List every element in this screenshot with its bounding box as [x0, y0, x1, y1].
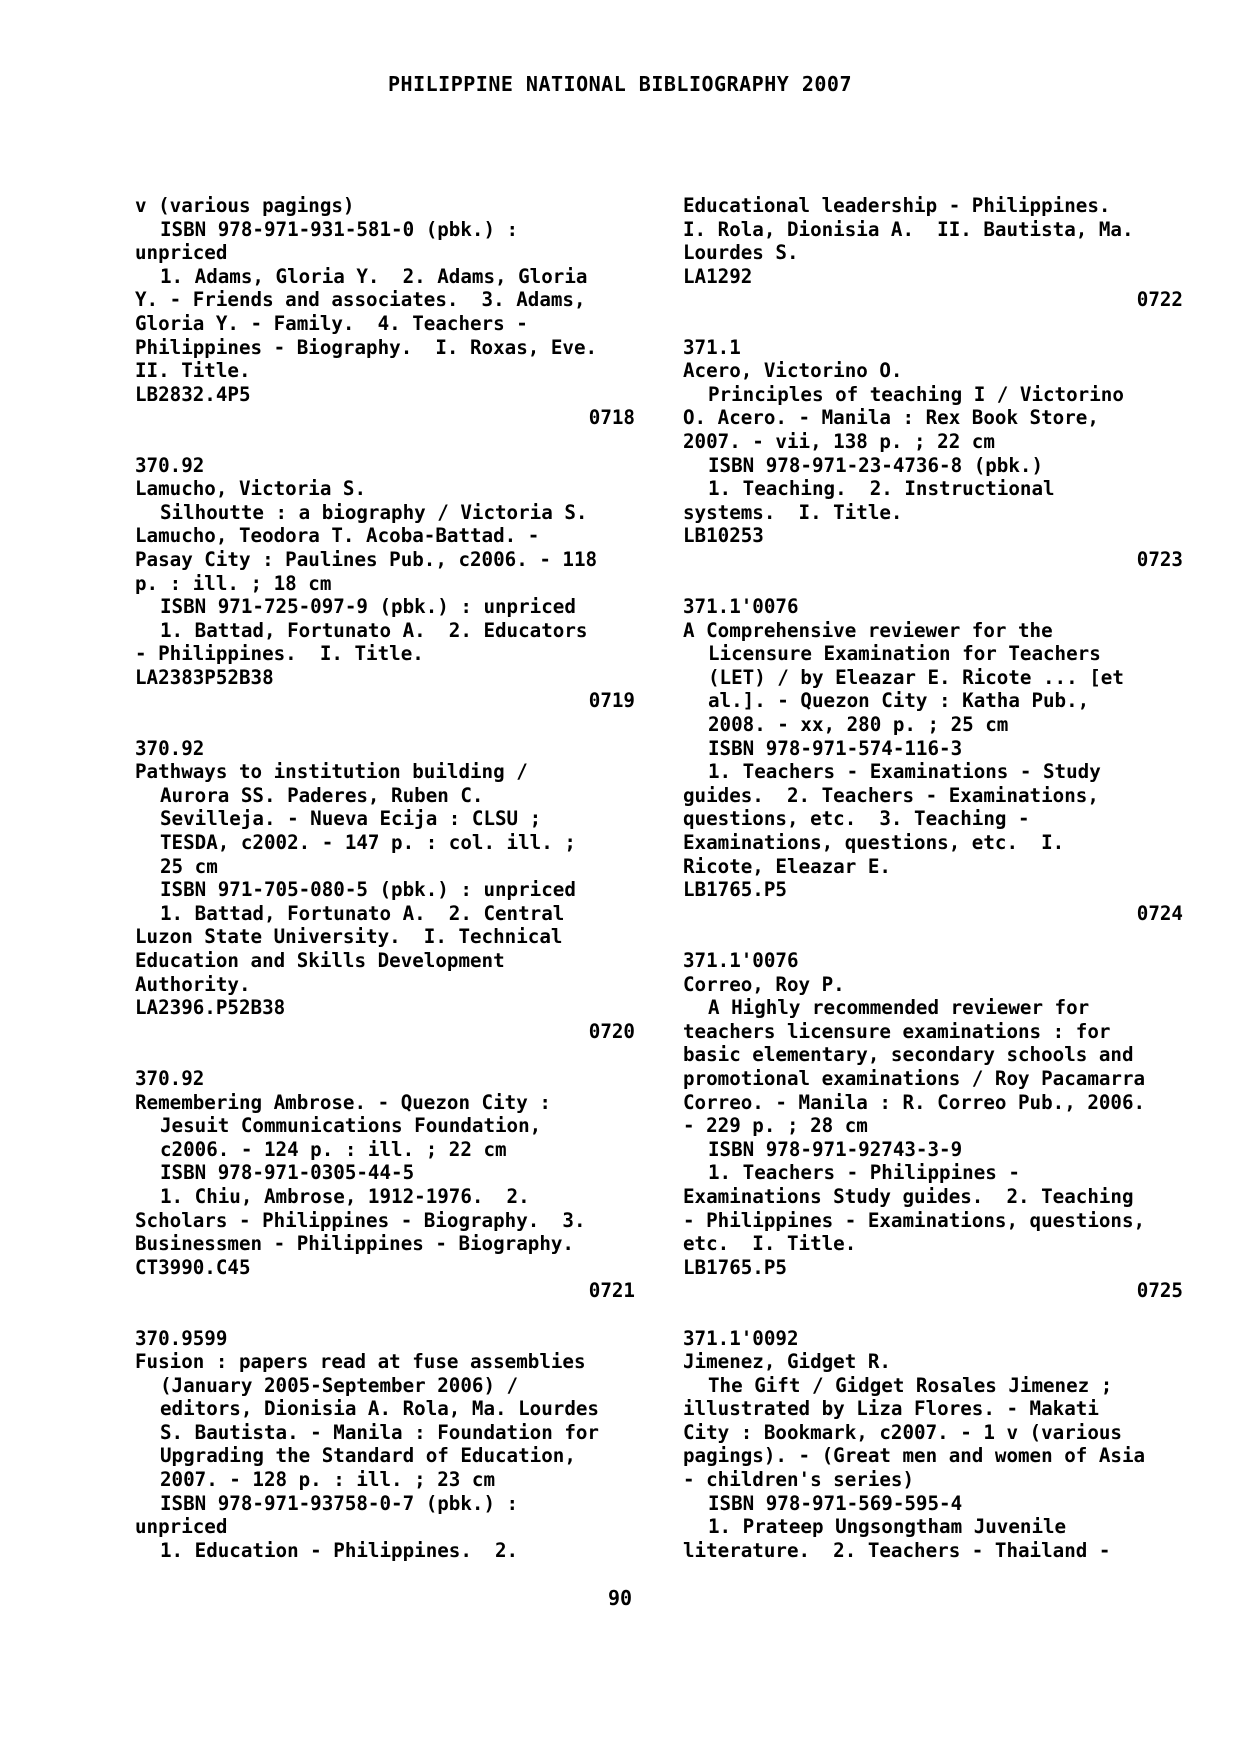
entry-line: 371.1: [683, 335, 741, 359]
entry-line: pagings). - (Great men and women of Asia: [683, 1444, 1146, 1468]
entry-number: 0723: [1136, 547, 1183, 571]
entry-line: ISBN 971-725-097-9 (pbk.) : unpriced: [160, 595, 576, 619]
entry-line: LA2396.P52B38: [135, 996, 286, 1020]
entry-line: 1. Teachers - Philippines -: [708, 1161, 1020, 1185]
page-header: PHILIPPINE NATIONAL BIBLIOGRAPHY 2007: [387, 72, 853, 96]
entry-line: Scholars - Philippines - Biography. 3.: [135, 1208, 586, 1232]
entry-line: A Comprehensive reviewer for the: [683, 618, 1053, 642]
entry-line: Fusion : papers read at fuse assemblies: [135, 1350, 586, 1374]
entry-line: Y. - Friends and associates. 3. Adams,: [135, 288, 586, 312]
entry-line: c2006. - 124 p. : ill. ; 22 cm: [160, 1137, 507, 1161]
entry-line: Pathways to institution building /: [135, 760, 528, 784]
entry-line: 25 cm: [160, 854, 218, 878]
entry-line: O. Acero. - Manila : Rex Book Store,: [683, 406, 1099, 430]
entry-line: 370.92: [135, 1066, 205, 1090]
right-column: [683, 194, 1183, 1562]
entry-line: Gloria Y. - Family. 4. Teachers -: [135, 311, 528, 335]
entry-line: ISBN 978-971-931-581-0 (pbk.) :: [160, 217, 519, 241]
entry-line: Examinations Study guides. 2. Teaching: [683, 1184, 1134, 1208]
entry-line: Jesuit Communications Foundation,: [160, 1114, 542, 1138]
entry-line: Lourdes S.: [683, 241, 799, 265]
entry-spacer: [135, 430, 635, 454]
entry-line: Principles of teaching I / Victorino: [708, 382, 1124, 406]
entry-line: Lamucho, Victoria S.: [135, 477, 367, 501]
entry-line: 2007. - vii, 138 p. ; 22 cm: [683, 429, 995, 453]
entry-spacer: [683, 1303, 1183, 1327]
entry-line: promotional examinations / Roy Pacamarra: [683, 1066, 1146, 1090]
entry-line: Ricote, Eleazar E.: [683, 854, 891, 878]
entry-line: (January 2005-September 2006) /: [160, 1373, 519, 1397]
entry-line: teachers licensure examinations : for: [683, 1019, 1111, 1043]
entry-line: ISBN 978-971-23-4736-8 (pbk.): [708, 453, 1044, 477]
entry-number: 0719: [588, 689, 635, 713]
entry-line: LA1292: [683, 264, 753, 288]
entry-line: Silhoutte : a biography / Victoria S.: [160, 500, 588, 524]
entry-line: LB10253: [683, 524, 764, 548]
entry-line: LA2383P52B38: [135, 665, 274, 689]
entry-line: 1. Teachers - Examinations - Study: [708, 760, 1101, 784]
entry-line: Education and Skills Development: [135, 949, 505, 972]
entry-line: Upgrading the Standard of Education,: [160, 1444, 576, 1468]
entry-number: 0724: [1136, 901, 1183, 925]
entry-spacer: [683, 925, 1183, 949]
entry-line: II. Title.: [135, 359, 251, 383]
entry-line: 1. Adams, Gloria Y. 2. Adams, Gloria: [160, 264, 588, 288]
entry-line: Correo, Roy P.: [683, 972, 845, 996]
entry-line: 1. Education - Philippines. 2.: [160, 1538, 519, 1562]
entry-line: guides. 2. Teachers - Examinations,: [683, 783, 1099, 807]
entry-number: 0721: [588, 1279, 635, 1303]
entry-line: Correo. - Manila : R. Correo Pub., 2006.: [683, 1090, 1146, 1114]
entry-line: LB1765.P5: [683, 1255, 787, 1279]
entry-line: Lamucho, Teodora T. Acoba-Battad. -: [135, 524, 540, 548]
entry-line: LB1765.P5: [683, 878, 787, 902]
entry-line: 1. Battad, Fortunato A. 2. Central: [160, 901, 565, 925]
entry-line: Authority.: [135, 972, 251, 996]
entry-line: 1. Battad, Fortunato A. 2. Educators: [160, 618, 588, 642]
entry-line: ISBN 978-971-0305-44-5: [160, 1161, 415, 1185]
entry-line: S. Bautista. - Manila : Foundation for: [160, 1420, 599, 1444]
entry-line: 370.92: [135, 453, 205, 477]
entry-line: Businessmen - Philippines - Biography.: [135, 1232, 574, 1256]
entry-line: p. : ill. ; 18 cm: [135, 571, 332, 595]
entry-spacer: [135, 713, 635, 737]
entry-line: A Highly recommended reviewer for: [708, 996, 1090, 1020]
page-number: 90: [607, 1586, 633, 1610]
entry-line: unpriced: [135, 1515, 228, 1539]
entry-line: ISBN 978-971-569-595-4: [708, 1491, 963, 1515]
entry-line: CT3990.C45: [135, 1255, 251, 1279]
entry-line: Educational leadership - Philippines.: [683, 194, 1111, 217]
entry-line: systems. I. Title.: [683, 500, 903, 524]
entry-line: questions, etc. 3. Teaching -: [683, 807, 1030, 831]
entry-line: - children's series): [683, 1468, 915, 1492]
entry-line: Aurora SS. Paderes, Ruben C.: [160, 783, 484, 807]
entry-line: 1. Prateep Ungsongtham Juvenile: [708, 1515, 1067, 1539]
entry-line: Luzon State University. I. Technical: [135, 925, 563, 949]
entry-line: literature. 2. Teachers - Thailand -: [683, 1538, 1111, 1562]
entry-number: 0720: [588, 1019, 635, 1043]
entry-line: - Philippines - Examinations, questions,: [683, 1208, 1146, 1232]
entry-line: 1. Chiu, Ambrose, 1912-1976. 2.: [160, 1184, 530, 1208]
entry-line: al.]. - Quezon City : Katha Pub.,: [708, 689, 1090, 713]
entry-line: ISBN 978-971-92743-3-9: [708, 1137, 963, 1161]
entry-spacer: [135, 1043, 635, 1067]
entry-number: 0725: [1136, 1279, 1183, 1303]
entry-spacer: [683, 572, 1183, 596]
entry-line: - 229 p. ; 28 cm: [683, 1114, 868, 1138]
entry-line: ISBN 978-971-574-116-3: [708, 736, 963, 760]
entry-line: v (various pagings): [135, 194, 355, 217]
entry-line: ISBN 971-705-080-5 (pbk.) : unpriced: [160, 878, 576, 902]
entry-line: 370.9599: [135, 1326, 228, 1350]
entry-line: Philippines - Biography. I. Roxas, Eve.: [135, 335, 598, 359]
entry-number: 0722: [1136, 288, 1183, 312]
entry-line: 371.1'0076: [683, 949, 799, 972]
entry-line: Pasay City : Paulines Pub., c2006. - 118: [135, 547, 598, 571]
entry-line: - Philippines. I. Title.: [135, 642, 424, 666]
entry-line: Remembering Ambrose. - Quezon City :: [135, 1090, 551, 1114]
entry-line: ISBN 978-971-93758-0-7 (pbk.) :: [160, 1491, 519, 1515]
entry-line: 371.1'0092: [683, 1326, 799, 1350]
entry-line: Sevilleja. - Nueva Ecija : CLSU ;: [160, 807, 542, 831]
entry-line: 370.92: [135, 736, 205, 760]
entry-line: 371.1'0076: [683, 595, 799, 619]
entry-line: The Gift / Gidget Rosales Jimenez ;: [708, 1373, 1113, 1397]
entry-line: Acero, Victorino O.: [683, 359, 903, 383]
entry-line: City : Bookmark, c2007. - 1 v (various: [683, 1420, 1122, 1444]
entry-line: etc. I. Title.: [683, 1232, 857, 1256]
entry-line: Jimenez, Gidget R.: [683, 1350, 891, 1374]
entry-line: 1. Teaching. 2. Instructional: [708, 477, 1055, 501]
entry-line: (LET) / by Eleazar E. Ricote ... [et: [708, 665, 1124, 689]
entry-line: editors, Dionisia A. Rola, Ma. Lourdes: [160, 1397, 599, 1421]
entry-line: LB2832.4P5: [135, 382, 251, 406]
entry-spacer: [135, 1303, 635, 1327]
entry-line: unpriced: [135, 241, 228, 265]
entry-line: I. Rola, Dionisia A. II. Bautista, Ma.: [683, 217, 1134, 241]
entry-line: Examinations, questions, etc. I.: [683, 831, 1065, 855]
entry-number: 0718: [588, 406, 635, 430]
entry-spacer: [683, 312, 1183, 336]
entry-line: 2007. - 128 p. : ill. ; 23 cm: [160, 1468, 496, 1492]
entry-line: 2008. - xx, 280 p. ; 25 cm: [708, 713, 1009, 737]
entry-line: TESDA, c2002. - 147 p. : col. ill. ;: [160, 831, 576, 855]
left-column: [135, 194, 635, 1562]
entry-line: basic elementary, secondary schools and: [683, 1043, 1134, 1067]
entry-line: illustrated by Liza Flores. - Makati: [683, 1397, 1099, 1421]
entry-line: Licensure Examination for Teachers: [708, 642, 1101, 666]
